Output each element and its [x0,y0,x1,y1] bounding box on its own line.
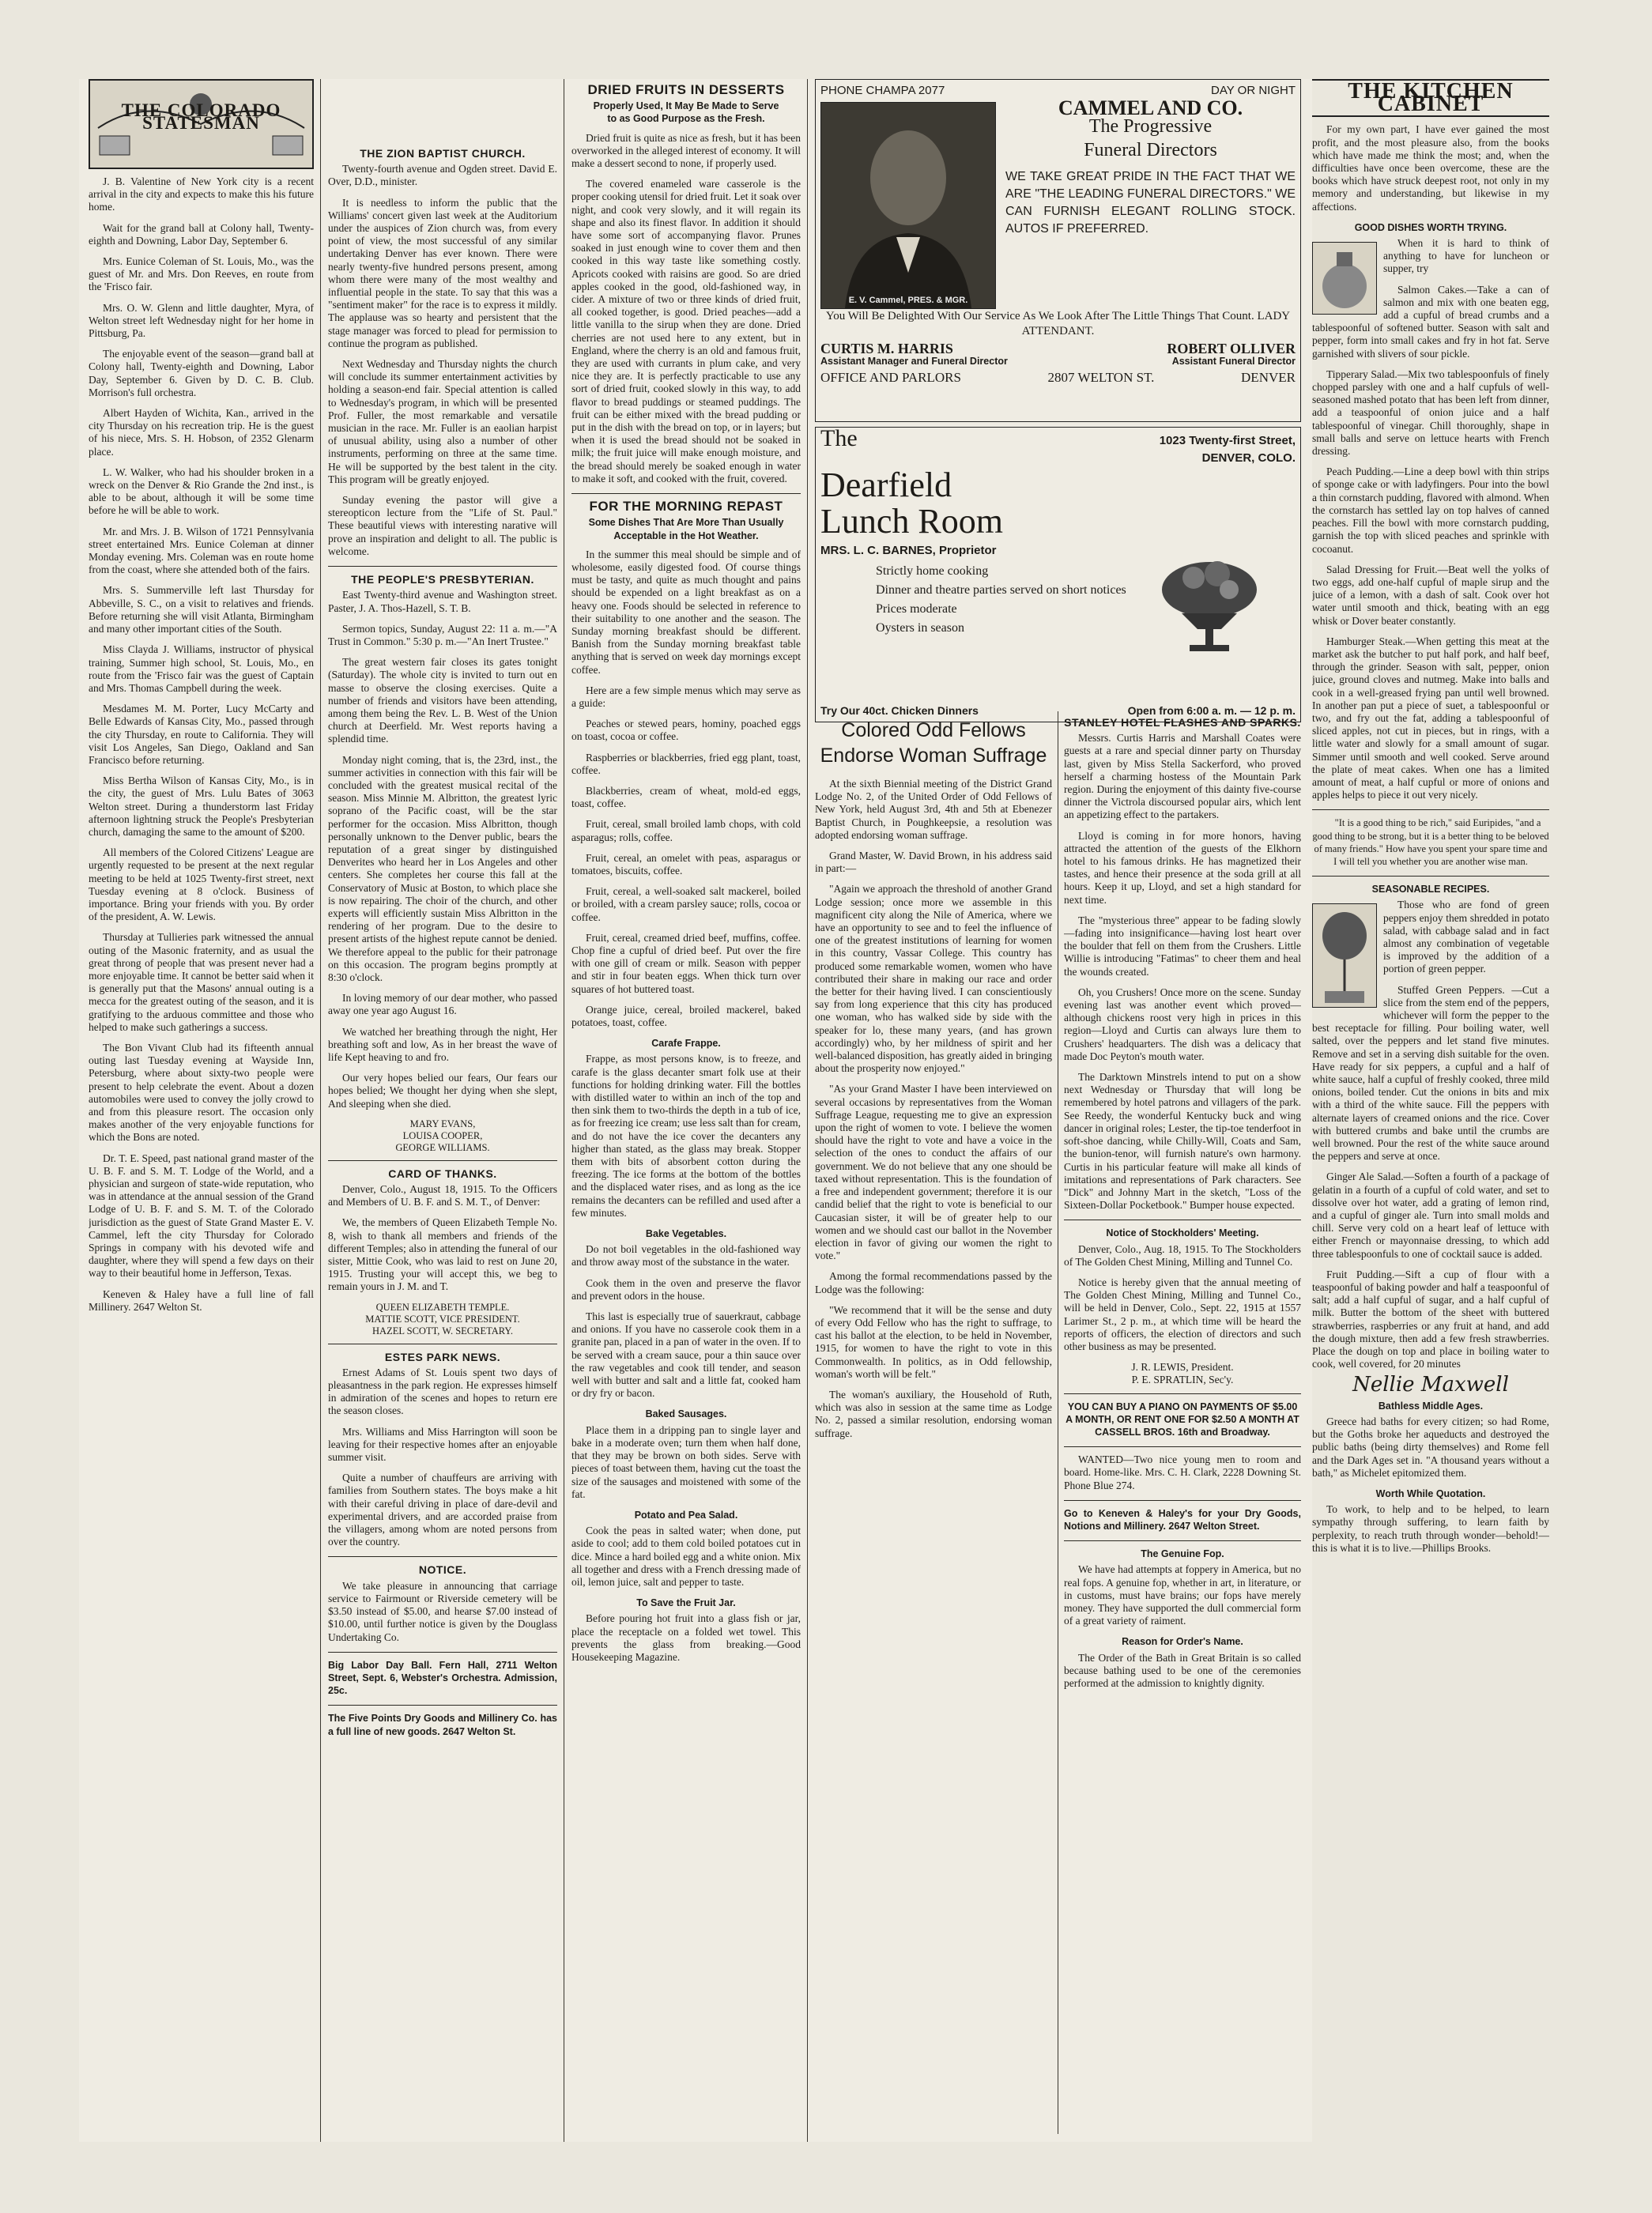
paragraph: Fruit Pudding.—Sift a cup of flour with a teaspoonful of baking powder and half a teaspoonful of salt; add a half cupful of sugar, and a half cupful of milk. Butter the bottom of the sheet with buttered strawberries, raspberries or any fruit at hand, and add the dough mixture, then add a few fresh strawberries. Place the dough on top and place in boiling water to cook, well covered, for 20 minutes [1312,1268,1549,1370]
paragraph: We watched her breathing through the night, Her breathing soft and low, As in her breast the wave of life Kept heaving to and fro. [328,1025,557,1063]
paragraph: This last is especially true of sauerkraut, cabbage and onions. If you have no casserole cook them in a granite pan, placed in a pan of water in the oven. If to be served with a cream sauce, pour a thin sauce over the raw vegetables and cook till tender, and season well with butter and salt and a little fat, cooked ham or dry fry or bacon. [571,1310,801,1400]
newspaper-page [79,79,1312,2142]
office-label: OFFICE AND PARLORS [820,369,961,385]
wanted-ad: WANTED—Two nice young men to room and board. Home-like. Mrs. C. H. Clark, 2228 Downing St. Phone Blue 274. [1064,1453,1301,1491]
bathless-text: Greece had baths for every citizen; so had Rome, but the Goths broke her aqueducts and destroyed the public baths (being dirty themselves) and Rome fell and the Dark Ages set in. "A thousand years without a bath," as Michelet epitomized them. [1312,1415,1549,1479]
quotation-text: To work, to help and to be helped, to learn sympathy through suffering, to learn faith by perplexity, to reach truth through wonder—behold!—this is what it is to live.—Phillips Brooks. [1312,1503,1549,1554]
funeral-tagline-1: The Progressive [1088,116,1213,138]
paragraph: Hamburger Steak.—When getting this meat at the market ask the butcher to put half pork, and half beef, through the grinder. Season with salt, pepper, onion juice, ground cloves and nutmeg. Make into balls and cook in a well-greased frying pan until well browned. In another pan put a piece of suet, a tablespoonful or two, and fry out the fat, adding a tablespoonful of sliced apples, not cut in pieces, but in rings, with a little water and slowly for a small amount of sugar. Simmer until smooth and well cooked. Serve around the plate of meat cakes. When one has a limited amount of meat, a half cupful or more of onions and apples helps to piece it out very nicely. [1312,635,1549,801]
paragraph: Monday night coming, that is, the 23rd, inst., the summer activities in connection with this fair will be concluded with the greatest musical recital of the season. Miss Minnie M. Albritton, the greatest lyric soprano of the Pacific coast, will be the star performer for the occasion. Miss Albritton, though personally unknown to the Denver public, bears the reputation of a great singer by distinguished Denverites who heard her in Los Angeles and other centers. She completes her course this fall at the Conservatory of Music at Boston, to which place she is now repairing. The choir of the church, and other experts will efficiently sustain Miss Albritton in the rendering of her program. Due to the desire to present artists of the highest repute cannot be denied. We therefore appeal to the public for their patronage on this occasion. The program begins promptly at 8:30 o'clock. [328,753,557,983]
column-3 [571,79,801,2138]
paragraph: Here are a few simple menus which may serve as a guide: [571,684,801,709]
odd-fellows-headline: Colored Odd Fellows Endorse Woman Suffrage [820,719,1047,767]
paragraph: Peaches or stewed pears, hominy, poached eggs on toast, cocoa or coffee. [571,718,801,743]
day-or-night: DAY OR NIGHT [1211,84,1296,97]
paragraph: Among the formal recommendations passed by the Lodge was the following: [815,1270,1052,1295]
stockholders-headline: Notice of Stockholders' Meeting. [1106,1227,1259,1239]
vase-icon [1313,243,1376,314]
paragraph: Denver, Colo., August 18, 1915. To the Officers and Members of U. B. F. and S. M. T., of Denver: [328,1183,557,1208]
estes-park-article [328,1367,557,1549]
fruit-bowl-icon [1150,546,1269,657]
thanks-signatures [328,1302,557,1337]
potato-salad-text: Cook the peas in salted water; when done, put aside to cool; add to them cold boiled potatoes cut in dice. Mince a hard boiled egg and a white onion. Mix all together and dress with a French dressing made of oil, lemon juice, salt and pepper to taste. [571,1525,801,1588]
lunch-features [876,562,1137,638]
paragraph: Fruit, cereal, a well-soaked salt mackerel, boiled or broiled, with a cream parsley sauce; rolls, cocoa or coffee. [571,885,801,923]
paragraph: It is needless to inform the public that the Williams' concert given last week at the Auditorium under the auspices of Zion church was, from every point of view, the most successful of any similar undertaking Denver has ever known. There were nearly twenty-five hundred persons present, among whom there were many of the most wealthy and influential people in the state. To say that this was a "sentiment maker" for the race is to express it mildly. The applause was so hearty and persistent that the stage manager was forced to plead for permission to continue the program as published. [328,196,557,349]
lunch-title-2: Lunch Room [820,502,1003,541]
fruit-jar-text: Before pouring hot fruit into a glass fish or jar, place the receptacle on a folded wet towel. This prevents the glass from breaking.—Good Housekeeping Magazine. [571,1612,801,1663]
paragraph: Our very hopes belied our fears, Our fears our hopes belied; We thought her dying when she slept, And sleeping when she died. [328,1072,557,1110]
portrait-photo [820,102,996,309]
odd-fellows-column [815,711,1052,2134]
paragraph: Fruit, cereal, small broiled lamb chops, with cold asparagus; rolls, coffee. [571,818,801,843]
memorial-signatures [328,1118,557,1154]
potato-salad-headline: Potato and Pea Salad. [634,1509,738,1521]
paragraph: Denver, Colo., Aug. 18, 1915. To The Stockholders of The Golden Chest Mining, Milling and Tunnel Co. [1064,1242,1301,1268]
paragraph: Fruit, cereal, creamed dried beef, muffins, coffee. Chop fine a cupful of dried beef. Put over the fire with one gill of cream or milk. Season with pepper and stir in four beaten eggs. When thick turn over squares of hot buttered toast. [571,931,801,995]
stockholders-notice [1064,1243,1301,1354]
paragraph: Next Wednesday and Thursday nights the church will conclude its summer entertainment activities by holding a season-end fair. Special attention is called to Wednesday's program, in which will be presented Prof. Fuller, the most remarkable and versatile musician in the race. Mr. Fuller is an eaolian harpist of unusual ability, using also a number of other instruments, performing on three at the same time. He will be supported by the best talent in the city. This program will be greatly enjoyed. [328,358,557,485]
card-of-thanks-article [328,1183,557,1294]
lunch-address: 1023 Twenty-first Street, [1159,434,1296,447]
paragraph: Orange juice, cereal, broiled mackerel, baked potatoes, toast, coffee. [571,1003,801,1028]
good-dishes-article [1312,237,1549,801]
news-item: Thursday at Tullieries park witnessed the annual outing of the Masonic fraternity, and as usual the great throng of people that was present never had a more enjoyable time. It cannot be better said when it is generally put that the Masons' annual outing is a mecca for the greatest outing of the season, and it is gratifying to the arduous committee and those who helped to make such gatherings a success. [89,931,314,1033]
fop-headline: The Genuine Fop. [1141,1548,1224,1560]
five-points-ad: The Five Points Dry Goods and Millinery Co. has a full line of new goods. 2647 Welton St. [328,1713,557,1737]
plant-icon [1313,904,1376,1007]
peoples-presbyterian-headline: THE PEOPLE'S PRESBYTERIAN. [351,573,534,586]
column-divider [320,79,321,2142]
signature-line: P. E. SPRATLIN, Sec'y. [1131,1374,1234,1386]
olliver-title: Assistant Funeral Director [1171,356,1296,368]
estes-park-headline: ESTES PARK NEWS. [384,1350,501,1363]
column-1 [89,79,314,2138]
local-news-list [89,175,314,1314]
paragraph: Stuffed Green Peppers. —Cut a slice from the stem end of the peppers, whichever will form the pepper to the best receptacle for filling. Pour boiling water, well salted, over the peppers and let stand five minutes. Remove and set in a serving dish suitable for the oven. Have ready for six peppers, a cupful and a half of white sauce, half a cupful of freshly cooked, three mild onions, boiled tender. Cut the onions in bits and mix with a third of the white sauce. Fill the peppers with alternate layers of creamed onions and the rice. Cover with buttered crumbs and bake until the crumbs are well browned. Pour the rest of the white sauce around the peppers and serve at once. [1312,983,1549,1163]
lunch-city: DENVER, COLO. [1201,451,1296,465]
lunch-the: The [820,425,858,451]
signature-line: MATTIE SCOTT, VICE PRESIDENT. [365,1313,520,1325]
paragraph: Salad Dressing for Fruit.—Beat well the yolks of two eggs, add one-half cupful of maple sirup and the juice of a lemon, with a dash of salt. Cook over hot water until smooth and thick, beating with an egg whisk or Dover beater constantly. [1312,563,1549,627]
kitchen-intro: For my own part, I have ever gained the most profit, and the most pleasure also, from the books which have made me think the most; and, when the difficulties have once been overcome, these are the books which have struck deepest root, not only in my memory and understanding, but likewise in my affections. [1312,123,1549,213]
paragraph: The "mysterious three" appear to be fading slowly—fading into insignificance—having lost heart over the boulder that fell on them from the Crushers. Little Willie is introducing "Fatimas" to cheer them and heal the wounds created. [1064,914,1301,978]
news-item: Wait for the grand ball at Colony hall, Twenty-eighth and Downing, Labor Day, September 6. [89,221,314,247]
card-of-thanks-headline: CARD OF THANKS. [388,1167,497,1180]
signature-line: J. R. LEWIS, President. [1131,1361,1234,1374]
stanley-hotel-article [1064,732,1301,1212]
column-divider [807,79,808,2142]
fop-text: We have had attempts at foppery in America, but no real fops. A genuine fop, whether in art, in literature, or in customs, must have brains; our fops have merely money. They have supported the dull commercial form of a great variety of raiment. [1064,1563,1301,1627]
news-item: Miss Bertha Wilson of Kansas City, Mo., is in the city, the guest of Mrs. Lulu Bates of 3063 Welton street. During a thunderstorm last Friday afternoon lightning struck the People's Presbyterian church, damaging the same to the amount of $200. [89,775,314,838]
news-item: The enjoyable event of the season—grand ball at Colony hall, Twenty-eighth and Downing, Labor Day, September 6. Given by D. C. B. Club. Morrison's full orchestra. [89,348,314,398]
dried-fruits-article [571,132,801,485]
baked-sausages-text: Place them in a dripping pan to single layer and bake in a moderate oven; turn them when half done, that they may be brown on both sides. Serve with pieces of toast between them, having cut the toast the size of the sausages and moistened with some of the fat. [571,1423,801,1500]
funeral-company-name: CAMMEL AND CO. [1058,96,1243,120]
paragraph: Cook them in the oven and preserve the flavor and prevent odors in the house. [571,1276,801,1302]
carafe-frappe-text: Frappe, as most persons know, is to freeze, and carafe is the glass decanter smart folk use at their functions for holding drinking water. Fill the bottles with distilled water to within an inch of the top and then sink them to two-thirds the depth in a tub of ice, as for freezing ice cream; use less salt than for cream, and do not have the ice cover the decanters any higher than stated, as the glass may break. Stopper them with bits of absorbent cotton during the freezing. The ice forms at the bottom of the bottles and the displaced water rises, and as long as the ice remains the decanters can be refilled and used after a few minutes. [571,1053,801,1219]
signature-line: LOUISA COOPER, [402,1129,483,1141]
funeral-tagline-2: Funeral Directors [1084,140,1217,161]
bathless-headline: Bathless Middle Ages. [1378,1400,1484,1412]
office-address: 2807 WELTON ST. [1047,369,1155,385]
signature-line: HAZEL SCOTT, W. SECRETARY. [372,1325,513,1336]
man-portrait-icon [821,103,995,308]
funeral-service-note: You Will Be Delighted With Our Service As We Look After The Little Things That Count. LADY ATTENDANT. [825,310,1291,338]
paragraph: The great western fair closes its gates tonight (Saturday). The whole city is invited to turn out en masse to observe the closing exercises. Quite a number of friends and visitors have been attending, among them being the Rev. L. B. West of the Union church at Deerfield. Mr. West reports having a splendid time. [328,656,557,745]
paragraph: Tipperary Salad.—Mix two tablespoonfuls of finely chopped parsley with one and a half cupfuls of well-seasoned mashed potato that has been left from dinner, add a teaspoonful of onion juice and a half tablespoonful of vinegar. Chill thoroughly, shape in small balls and serve on lettuce hearts with French dressing. [1312,368,1549,458]
salmon-illustration [1312,242,1377,315]
baked-sausages-headline: Baked Sausages. [645,1408,727,1420]
paragraph: Oh, you Crushers! Once more on the scene. Sunday evening last was another event which proved—although chickens roost very high in prices in this region—Lloyd and Curtis can always lure them to Crushers' headquarters. The dish was a delicacy that made Doc Peyton's mouth water. [1064,986,1301,1062]
dried-fruits-subhead: Properly Used, It May Be Made to Serve to as Good Purpose as the Fresh. [593,100,779,125]
zion-church-headline: THE ZION BAPTIST CHURCH. [360,147,526,160]
phone-number: PHONE CHAMPA 2077 [820,84,945,97]
bake-vegetables-article [571,1243,801,1400]
news-item: Albert Hayden of Wichita, Kan., arrived in the city Thursday on his recreation trip. He is the guest of his niece, Mrs. S. H. Hobson, of 2352 Glenarm place. [89,407,314,458]
author-signature: Nellie Maxwell [1352,1373,1509,1397]
harris-title: Assistant Manager and Funeral Director [820,356,1008,368]
news-item: Mrs. Eunice Coleman of St. Louis, Mo., was the guest of Mr. and Mrs. Don Reeves, en route from the 'Frisco fair. [89,255,314,293]
paragraph: Ernest Adams of St. Louis spent two days of pleasantness in the park region. He expresses himself in admiration of the scenes and hopes to return ere the season closes. [328,1366,557,1417]
piano-ad: YOU CAN BUY A PIANO ON PAYMENTS OF $5.00 A MONTH, OR RENT ONE FOR $2.50 A MONTH AT CASSELL BROS. 16th and Broadway. [1066,1401,1299,1438]
column-2 [328,79,557,2201]
lunch-room-ad [815,427,1301,722]
paragraph: Those who are fond of green peppers enjoy them shredded in potato salad, with cabbage salad and in fact almost any combination of vegetable is improved by the addition of a portion of green pepper. [1383,899,1549,975]
funeral-directors-ad [815,79,1301,422]
paragraph: Dried fruit is quite as nice as fresh, but it has been overworked in the alleged interest of economy. It will make a dessert second to none, if properly used. [571,131,801,170]
news-item: Keneven & Haley have a full line of fall Millinery. 2647 Welton St. [89,1287,314,1313]
paragraph: Messrs. Curtis Harris and Marshall Coates were guests at a rare and special dinner party on Thursday last, given by Miss Stella Sackerford, who proved herself a charming hostess of the Mountain Park region. During the enjoyment of this dainty five-course dinner the Victrola discoursed popular airs, which lent an appetizing effect to the partakers. [1064,732,1301,821]
good-dishes-headline: GOOD DISHES WORTH TRYING. [1354,221,1507,233]
paragraph: Sunday evening the pastor will give a stereopticon lecture from the "Life of St. Paul." These beautiful views with interesting narative will prove an inspiration and delight to all. The public is welcome. [328,494,557,557]
quotation-headline: Worth While Quotation. [1375,1487,1486,1499]
office-city: DENVER [1241,369,1296,385]
paragraph: When it is hard to think of anything to have for luncheon or supper, try [1383,237,1549,275]
paragraph: Blackberries, cream of wheat, mold-ed eggs, toast, coffee. [571,784,801,810]
paragraph: The covered enameled ware casserole is the proper cooking utensil for dried fruit. Let it soak over night, and cook very slowly, and it will regain its shape and also its finest flavor. In addition it should have some sort of accompanying flavor. Prunes soaked in just enough wine to cover them and then cooked in this way taste like something costly. Apricots cooked with raisins are good. So are dried apples cooked in the good, old-fashioned way, in cider. A mixture of two or three kinds of dried fruit, all cooked together, is good. Dried peaches—add a little vanilla to the sirup when they are done. Dried cherries are not used here to any extent, but in England, where the cherry is an old and famous fruit, they are used with currants in plum cake, and very nice they are. It is perfectly practicable to use any sort of dried fruit, cooked slowly in this way, to add flavor to bread puddings or steamed puddings. The fruit can be either mixed with the bread pudding or put in the dish with the bread on top, or in layers; but when it is used the bread should not be soaked in milk; the fruit juice will make enough moisture, and the bread should merely be soaked enough in water to make it soft, and cooked with the fruit, covered. [571,178,801,484]
lunch-proprietor: MRS. L. C. BARNES, Proprietor [820,544,997,557]
paragraph: Fruit, cereal, an omelet with peas, asparagus or tomatoes, biscuits, coffee. [571,851,801,877]
column-4 [815,79,1301,2138]
paragraph: In the summer this meal should be simple and of wholesome, easily digested food. Of course things must be tasty, and quite as much thought and pains should be expended on a light breakfast as on a heavy one. Foods should be selected in reference to their suitability to one another and the season. The Sunday morning breakfast should be different. Banish from the Sunday morning breakfast table anything that is served on week day mornings except coffee. [571,548,801,676]
seasonable-recipes-headline: SEASONABLE RECIPES. [1371,884,1490,895]
news-item: Mrs. S. Summerville left last Thursday for Abbeville, S. C., on a visit to relatives and friends. Before returning she will visit Atlanta, Birmingham and many other important cities of the South. [89,584,314,635]
morning-repast-subhead: Some Dishes That Are More Than Usually Acceptable in the Hot Weather. [588,517,784,541]
stanley-hotel-headline: STANLEY HOTEL FLASHES AND SPARKS. [1064,716,1301,729]
paragraph: Notice is hereby given that the annual meeting of The Golden Chest Mining, Milling and Tunnel Co., will be held in Denver, Colo., Sept. 22, 1915 at 1557 Larimer St., 2 p. m., at which time will be heard the reports of officers, the election of directors and such other business as may be presented. [1064,1276,1301,1352]
paragraph: Ginger Ale Salad.—Soften a fourth of a package of gelatin in a fourth of a cupful of cold water, and set to dissolve over hot water, add a grating of lemon rind, and a cupful of ginger ale. Turn into small molds and chill. Serve very cold on a heart leaf of lettuce with either French or mayonnaise dressing, to which add three tablespoonfuls to one of cocktail sauce is added. [1312,1171,1549,1260]
signature-line: GEORGE WILLIAMS. [395,1141,490,1153]
odd-fellows-article [815,778,1052,1440]
zion-church-article [328,163,557,558]
fruit-jar-headline: To Save the Fruit Jar. [636,1597,736,1609]
news-item: Mesdames M. M. Porter, Lucy McCarty and Belle Edwards of Kansas City, Mo., passed through the city Thursday, en route to California. They will visit Los Angeles, San Diego, Oakland and San Francisco before returning. [89,703,314,766]
signature-line: QUEEN ELIZABETH TEMPLE. [375,1301,510,1313]
lunch-chicken-dinner: Try Our 40ct. Chicken Dinners [820,703,979,717]
euripides-quote: "It is a good thing to be rich," said Euripides, "and a good thing to be strong, but it is a better thing to be beloved of many friends." How have you spent your spare time and I will tell you whether you are another wise man. [1312,817,1549,867]
paragraph: Grand Master, W. David Brown, in his address said in part:— [815,850,1052,875]
peoples-presbyterian-article [328,589,557,1110]
paragraph: Twenty-fourth avenue and Ogden street. David E. Over, D.D., minister. [328,163,557,188]
news-item: Miss Clayda J. Williams, instructor of physical training, Summer high school, St. Louis, Mo., en route from the 'Frisco fair was the guest of Captain and Mrs. Thomas Campbell during the week. [89,643,314,694]
paragraph: "We recommend that it will be the sense and duty of every Odd Fellow who has the right to suffrage, to cast his ballot at the election, to be held in November, 1915, for women to have the right to vote in this Commonwealth. In politics, as in Odd fellowship, woman's worth will be felt." [815,1303,1052,1380]
order-text: The Order of the Bath in Great Britain is so called because bathing used to be one of the ceremonies performed at the admission to knightly dignity. [1064,1651,1301,1689]
order-headline: Reason for Order's Name. [1122,1636,1243,1648]
lunch-feature: Prices moderate [876,602,957,616]
paragraph: Salmon Cakes.—Take a can of salmon and mix with one beaten egg, add a cupful of bread crumbs and a tablespoonful of softened butter. Season with salt and pepper, form into small cakes and fry in hot fat. Serve garnished with slivers of sour pickle. [1312,283,1549,360]
bake-vegetables-headline: Bake Vegetables. [645,1228,727,1240]
labor-day-ball-ad: Big Labor Day Ball. Fern Hall, 2711 Welton Street, Sept. 6, Webster's Orchestra. Admission, 25c. [328,1659,557,1697]
stockholders-signatures [1064,1361,1301,1386]
lunch-feature: Dinner and theatre parties served on short notices [876,583,1126,598]
carafe-frappe-headline: Carafe Frappe. [651,1038,721,1050]
lunch-feature: Oysters in season [876,621,964,635]
paragraph: In loving memory of our dear mother, who passed away one year ago August 16. [328,992,557,1017]
news-item: Mrs. O. W. Glenn and little daughter, Myra, of Welton street left Wednesday night for her home in Pittsburg, Pa. [89,301,314,340]
keneven-ad: Go to Keneven & Haley's for your Dry Goods, Notions and Millinery. 2647 Welton Street. [1064,1507,1301,1532]
masthead [89,79,314,169]
news-item: L. W. Walker, who had his shoulder broken in a wreck on the Denver & Rio Grande the 2nd inst., is able to be about, although it will be some time before he will be able to work. [89,466,314,517]
notice-headline: NOTICE. [418,1563,467,1577]
paragraph: Sermon topics, Sunday, August 22: 11 a. m.—"A Trust in Common." 5:30 p. m.—"An Inert Trustee." [328,622,557,647]
paragraph: Quite a number of chauffeurs are arriving with families from Southern states. The boys make a hit with their careful driving in place of dare-devil and experimental drivers, and are accorded praise from the villagers, among whom are noted persons from over the country. [328,1472,557,1548]
notice-text: We take pleasure in announcing that carriage service to Fairmount or Riverside cemetery will be $3.50 instead of $5.00, and hearse $7.00 instead of $10.00, until further notice is given by the Douglass Undertaking Co. [328,1579,557,1643]
paragraph: We, the members of Queen Elizabeth Temple No. 8, wish to thank all members and friends of the different Temples; also in attending the funeral of our sister, Mittie Cook, who was laid to rest on June 20, 1915. Trusting your will accept this, we beg to remain yours in J. M. and T. [328,1216,557,1293]
paragraph: Lloyd is coming in for more honors, having attracted the attention of the guests of the Elkhorn hotel to his famous drinks. He has magnetized their tastes, and hence their presence at the soda grill at all hours. Keep it up, Lloyd, and set a high standard for next time. [1064,829,1301,906]
paragraph: The woman's auxiliary, the Household of Ruth, which was also in session at the same time as Lodge No. 2, passed a similar resolution, endorsing woman suffrage. [815,1388,1052,1439]
news-item: J. B. Valentine of New York city is a recent arrival in the city and expects to make this his future home. [89,175,314,213]
kitchen-cabinet-title: THE KITCHEN CABINET [1312,79,1549,117]
news-item: All members of the Colored Citizens' League are urgently requested to be present at the next regular meeting to be held at 1025 Twenty-first street, next Tuesday evening at 8 o'clock. Business of importance. Bring your friends with you. By order of the president, A. W. Lewis. [89,846,314,923]
stanley-column [1064,711,1301,2134]
pepper-illustration [1312,903,1377,1008]
portrait-caption: E. V. Cammel, PRES. & MGR. [848,296,968,305]
paragraph: East Twenty-third avenue and Washington street. Paster, J. A. Thos-Hazell, S. T. B. [328,589,557,614]
morning-repast-headline: FOR THE MORNING REPAST [589,499,783,515]
morning-repast-article [571,549,801,1030]
olliver-name: ROBERT OLLIVER [1167,341,1296,357]
harris-name: CURTIS M. HARRIS [820,341,953,357]
dried-fruits-headline: DRIED FRUITS IN DESSERTS [587,82,785,97]
paragraph: At the sixth Biennial meeting of the District Grand Lodge No. 2, of the United Order of Odd Fellows of New York, held August 3rd, 4th and 5th at Ebenezer Baptist Church, in Poughkeepsie, a resolution was adopted endorsing woman suffrage. [815,778,1052,841]
paragraph: Mrs. Williams and Miss Harrington will soon be leaving for their respective homes after an enjoyable summer visit. [328,1425,557,1464]
lunch-feature: Strictly home cooking [876,564,989,579]
funeral-description: WE TAKE GREAT PRIDE IN THE FACT THAT WE ARE "THE LEADING FUNERAL DIRECTORS." WE CAN FURNISH ELEGANT ROLLING STOCK. AUTOS IF PREFERRED. [1005,170,1296,236]
masthead-title: THE COLORADO STATESMAN [121,100,281,134]
paragraph: Peach Pudding.—Line a deep bowl with thin strips of sponge cake or with ladyfingers. Pour into the bowl a thin cornstarch pudding, flavored with almond. When the cornstarch has settled lay on top halves of canned peaches. Fill the bowl with more cornstarch pudding, garnish the top with sliced peaches and sprinkle with cocoanut. [1312,466,1549,555]
lunch-title-1: Dearfield [820,466,952,504]
lunch-hours: Open from 6:00 a. m. — 12 p. m. [1127,703,1296,717]
news-item: Dr. T. E. Speed, past national grand master of the U. B. F. and S. M. T. Lodge of the World, and a physician and surgeon of state-wide reputation, who was in attendance at the annual session of the Grand Lodge of U. B. F. and S. M. T. of the Colorado jurisdiction as the guest of State Grand Master E. V. Cammel, left the city Thursday for Colorado Springs in company with his devoted wife and daughter, where they will spend a few days on their way to their beautiful home in Jefferson, Texas. [89,1152,314,1280]
paragraph: Do not boil vegetables in the old-fashioned way and throw away most of the substance in the water. [571,1243,801,1269]
signature-line: MARY EVANS, [409,1118,476,1129]
news-item: Mr. and Mrs. J. B. Wilson of 1721 Pennsylvania street entertained Mrs. Eunice Coleman at dinner Monday evening. Mrs. Coleman was en route home from the coast, where she attended both of the fairs. [89,525,314,576]
column-5 [1312,79,1549,2138]
paragraph: Raspberries or blackberries, fried egg plant, toast, coffee. [571,751,801,776]
paragraph: "As your Grand Master I have been interviewed on several occasions by representatives from the Woman Suffrage League, requesting me to give an expression upon the right of women to vote. I believe the women should have the right to vote and have a voice in the selection of the ones to conduct the affairs of our government. We do not believe that any one should be taxed without representation. This is the foundation of a free and independent government; therefore it is our candid belief that the right to vote is beneficial to our Caucasian sister, it will be of greater help to our women and we should cast our ballot in the November election in favor of giving our women the right to vote." [815,1083,1052,1262]
news-item: The Bon Vivant Club had its fifteenth annual outing last Tuesday evening at Wayside Inn, Petersburg, where about sixty-two people were present to help celebrate the event. About a dozen automobiles were used to convey the jolly crowd to and from this pleasure resort. The occasion only makes another of the very enjoyable functions for which the Bons are noted. [89,1041,314,1144]
paragraph: The Darktown Minstrels intend to put on a show next Wednesday or Thursday that will long be remembered by hotel patrons and villagers of the park. See Reedy, the wonderful Kentucky buck and wing dancer in original roles; Lester, the tip-toe tenderfoot in soft-shoe dancing, while Chilly-Will, Coats and Sam, the bunion-tenor, will furnish nature's own harmony. Curtis in his particular feature will make all kinds of imitations and representations of Park characters. See "Dick" and Johnny Mart in the sketch, "Loss of the Sixteen-Dollar Pocketbook." Bumper house expected. [1064,1071,1301,1212]
paragraph: "Again we approach the threshold of another Grand Lodge session; once more we assemble in this magnificent city along the Nile of America, where we have an opportunity to see and to feel the influence of one of the greatest institutions of learning for women in this country, Vassar College. This country has produced some remarkable women, women who have contributed their share in making our race and order the better for their having lived. I can conscientiously say from long experience that this city has produced one woman, who has walked side by side with the speaker for lo, these many years, (and has grown accordingly) who, by her mildness of spirit and her well-balanced disposition, has greatly aided in bringing about the prosperity now enjoyed." [815,883,1052,1075]
